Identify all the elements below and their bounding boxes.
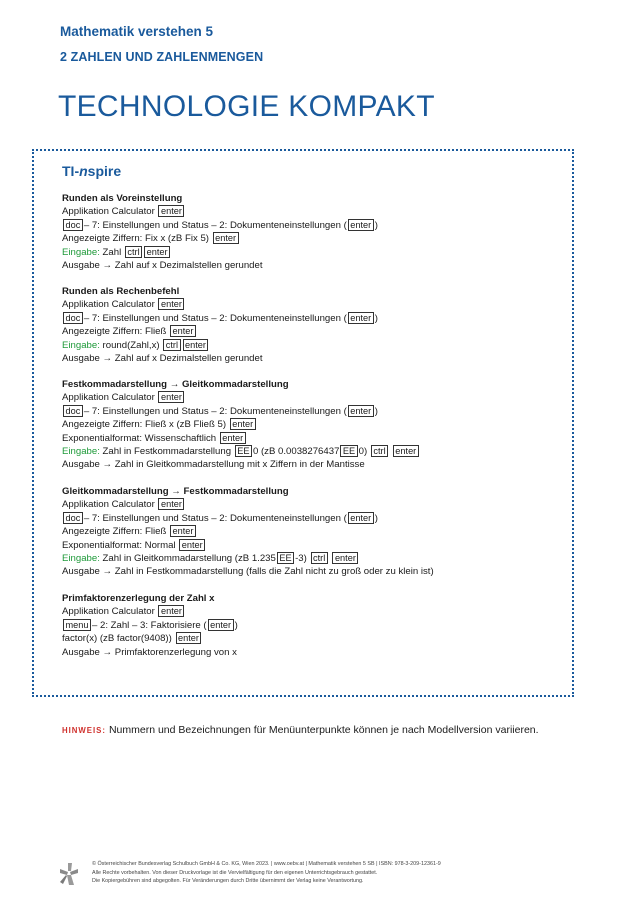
doc-key: doc (63, 512, 83, 524)
ctrl-key: ctrl (311, 552, 328, 564)
text-line: Ausgabe → Primfaktorenzerlegung von x (62, 646, 237, 658)
enter-key: enter (230, 418, 256, 430)
text-line: Applikation Calculator enter (62, 298, 378, 311)
ee-key: EE (235, 445, 252, 457)
section-title: Festkommadarstellung → Gleitkommadarstellung (62, 379, 289, 390)
text-line: doc – 7: Einstellungen und Status – 2: Dokumenteneinstellungen ( enter ) (62, 219, 378, 232)
hint-text: Nummern und Bezeichnungen für Menüunterpunkte können je nach Modellversion variieren. (108, 724, 539, 736)
page-title: TECHNOLOGIE KOMPAKT (58, 90, 435, 123)
enter-key: enter (348, 219, 374, 231)
text-line: Eingabe: Zahl ctrl enter (62, 246, 378, 259)
enter-key: enter (348, 405, 374, 417)
section-rounding-command (62, 285, 378, 365)
ee-key: EE (277, 552, 294, 564)
publisher-logo-icon (60, 863, 78, 885)
menu-key: menu (63, 619, 91, 631)
section-title: Primfaktorenzerlegung der Zahl x (62, 593, 215, 604)
doc-key: doc (63, 219, 83, 231)
text-line: Ausgabe → Zahl auf x Dezimalstellen gerundet (62, 260, 263, 272)
doc-key: doc (63, 405, 83, 417)
chapter-heading: 2 ZAHLEN UND ZAHLENMENGEN (60, 50, 264, 64)
text-line: Eingabe: round(Zahl,x) ctrl enter (62, 339, 378, 352)
text-line: Ausgabe → Zahl in Gleitkommadarstellung mit x Ziffern in der Mantisse (62, 459, 365, 471)
doc-key: doc (63, 312, 83, 324)
text-line: Ausgabe → Zahl in Festkommadarstellung (falls die Zahl nicht zu groß oder zu klein ist) (62, 566, 434, 578)
ctrl-key: ctrl (125, 246, 142, 258)
enter-key: enter (348, 512, 374, 524)
text-line: doc – 7: Einstellungen und Status – 2: Dokumenteneinstellungen ( enter ) (62, 512, 434, 525)
box-heading: TI-nspire (62, 163, 122, 179)
hint-note (62, 724, 539, 736)
enter-key: enter (158, 391, 184, 403)
text-line: Eingabe: Zahl in Gleitkommadarstellung (zB 1.235 EE -3) ctrl enter (62, 552, 434, 565)
enter-key: enter (158, 298, 184, 310)
hint-label: HINWEIS: (62, 726, 106, 735)
enter-key: enter (348, 312, 374, 324)
text-line: Applikation Calculator enter (62, 605, 238, 618)
text-line: Applikation Calculator enter (62, 498, 434, 511)
enter-key: enter (179, 539, 205, 551)
text-line: Angezeigte Ziffern: Fließ enter (62, 325, 378, 338)
enter-key: enter (170, 525, 196, 537)
enter-key: enter (183, 339, 209, 351)
text-line: doc – 7: Einstellungen und Status – 2: Dokumenteneinstellungen ( enter ) (62, 405, 420, 418)
text-line: Exponentialformat: Normal enter (62, 539, 434, 552)
enter-key: enter (158, 605, 184, 617)
enter-key: enter (170, 325, 196, 337)
section-title: Runden als Voreinstellung (62, 193, 183, 204)
text-line: factor(x) (zB factor(9408)) enter (62, 632, 238, 645)
text-line: menu – 2: Zahl – 3: Faktorisiere ( enter ) (62, 619, 238, 632)
ee-key: EE (340, 445, 357, 457)
enter-key: enter (176, 632, 202, 644)
enter-key: enter (208, 619, 234, 631)
ctrl-key: ctrl (371, 445, 388, 457)
text-line: Angezeigte Ziffern: Fließ x (zB Fließ 5) enter (62, 418, 420, 431)
text-line: Eingabe: Zahl in Festkommadarstellung EE 0 (zB 0.0038276437 EE 0) ctrl enter (62, 445, 420, 458)
book-title: Mathematik verstehen 5 (60, 24, 214, 39)
enter-key: enter (393, 445, 419, 457)
enter-key: enter (213, 232, 239, 244)
text-line: Angezeigte Ziffern: Fließ enter (62, 525, 434, 538)
enter-key: enter (144, 246, 170, 258)
text-line: Angezeigte Ziffern: Fix x (zB Fix 5) enter (62, 232, 378, 245)
text-line: Ausgabe → Zahl auf x Dezimalstellen gerundet (62, 353, 263, 365)
section-title: Gleitkommadarstellung → Festkommadarstellung (62, 486, 289, 497)
footer-copyright: © Österreichischer Bundesverlag Schulbuch GmbH & Co. KG, Wien 2023. | www.oebv.at | Mathematik verstehen 5 SB | ISBN: 978-3-209-12361-9 Alle Rechte vorbehalten. Von dieser Druckvorlage ist die Vervielfältigung für den eigenen Unterrichtsgebrauch gestattet. Die Kopiergebühren sind abgegolten. Für Veränderungen durch Dritte übernimmt der Verlag keine Verantwortung. (92, 861, 441, 884)
text-line: Exponentialformat: Wissenschaftlich enter (62, 432, 420, 445)
text-line: Applikation Calculator enter (62, 205, 378, 218)
ctrl-key: ctrl (163, 339, 180, 351)
technology-box (32, 149, 574, 697)
section-title: Runden als Rechenbefehl (62, 286, 180, 297)
section-prime-factorization (62, 592, 238, 659)
enter-key: enter (332, 552, 358, 564)
text-line: Applikation Calculator enter (62, 391, 420, 404)
enter-key: enter (158, 205, 184, 217)
section-rounding-default (62, 192, 378, 272)
text-line: doc – 7: Einstellungen und Status – 2: Dokumenteneinstellungen ( enter ) (62, 312, 378, 325)
enter-key: enter (220, 432, 246, 444)
enter-key: enter (158, 498, 184, 510)
section-fixed-to-float (62, 378, 420, 472)
section-float-to-fixed (62, 485, 434, 579)
